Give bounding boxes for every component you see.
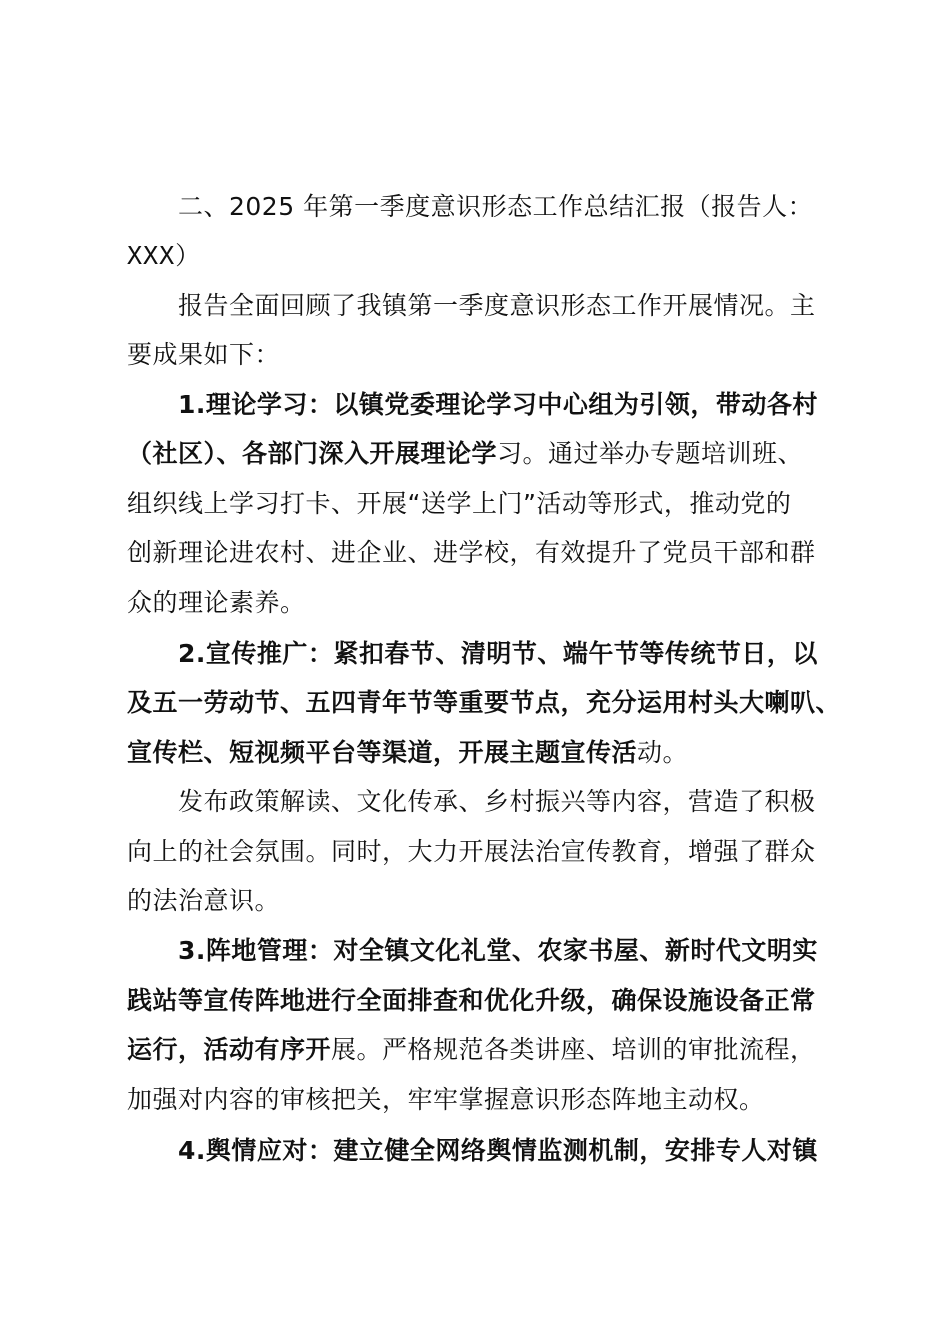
item3-line-1: 3.阵地管理：对全镇文化礼堂、农家书屋、新时代文明实 <box>178 936 818 965</box>
item3-line-3 <box>127 1034 837 1066</box>
publish-line-3: 的法治意识。 <box>127 886 281 915</box>
item1-line-4: 创新理论进农村、进企业、进学校，有效提升了党员干部和群 <box>127 538 816 567</box>
intro-line-2: 要成果如下： <box>127 340 281 369</box>
item1-line-3: 组织线上学习打卡、开展“送学上门”活动等形式，推动党的 <box>127 489 792 518</box>
item3-line-3-bold: 运行，活动有序开 <box>127 1035 332 1064</box>
publish-line-1: 发布政策解读、文化传承、乡村振兴等内容，营造了积极 <box>178 787 816 816</box>
heading-line-2: XXX） <box>127 241 202 270</box>
item2-line-1: 2.宣传推广：紧扣春节、清明节、端午节等传统节日，以 <box>178 639 818 668</box>
intro-line-1: 报告全面回顾了我镇第一季度意识形态工作开展情况。主 <box>178 291 816 320</box>
item2-line-3 <box>127 737 837 769</box>
item2-line-3-bold: 宣传栏、短视频平台等渠道，开展主题宣传活 <box>127 738 638 767</box>
item1-line-2-rest: 习。通过举办专题培训班、 <box>497 439 804 468</box>
item3-line-3-rest: 展。严格规范各类讲座、培训的审批流程， <box>331 1035 816 1064</box>
item3-line-2: 践站等宣传阵地进行全面排查和优化升级，确保设施设备正常 <box>127 986 816 1015</box>
item2-line-3-rest: 动。 <box>637 738 689 767</box>
item1-line-5: 众的理论素养。 <box>127 588 306 617</box>
item4-line-1: 4.舆情应对：建立健全网络舆情监测机制，安排专人对镇 <box>178 1136 818 1165</box>
heading-line-1: 二、2025 年第一季度意识形态工作总结汇报（报告人： <box>178 192 814 221</box>
item2-line-2: 及五一劳动节、五四青年节等重要节点，充分运用村头大喇叭、 <box>127 688 842 717</box>
item1-line-1: 1.理论学习：以镇党委理论学习中心组为引领，带动各村 <box>178 390 818 419</box>
item1-line-2 <box>127 438 837 470</box>
publish-line-2: 向上的社会氛围。同时，大力开展法治宣传教育，增强了群众 <box>127 837 816 866</box>
item3-line-4: 加强对内容的审核把关，牢牢掌握意识形态阵地主动权。 <box>127 1085 765 1114</box>
item1-line-2-bold: （社区）、各部门深入开展理论学 <box>127 439 498 468</box>
